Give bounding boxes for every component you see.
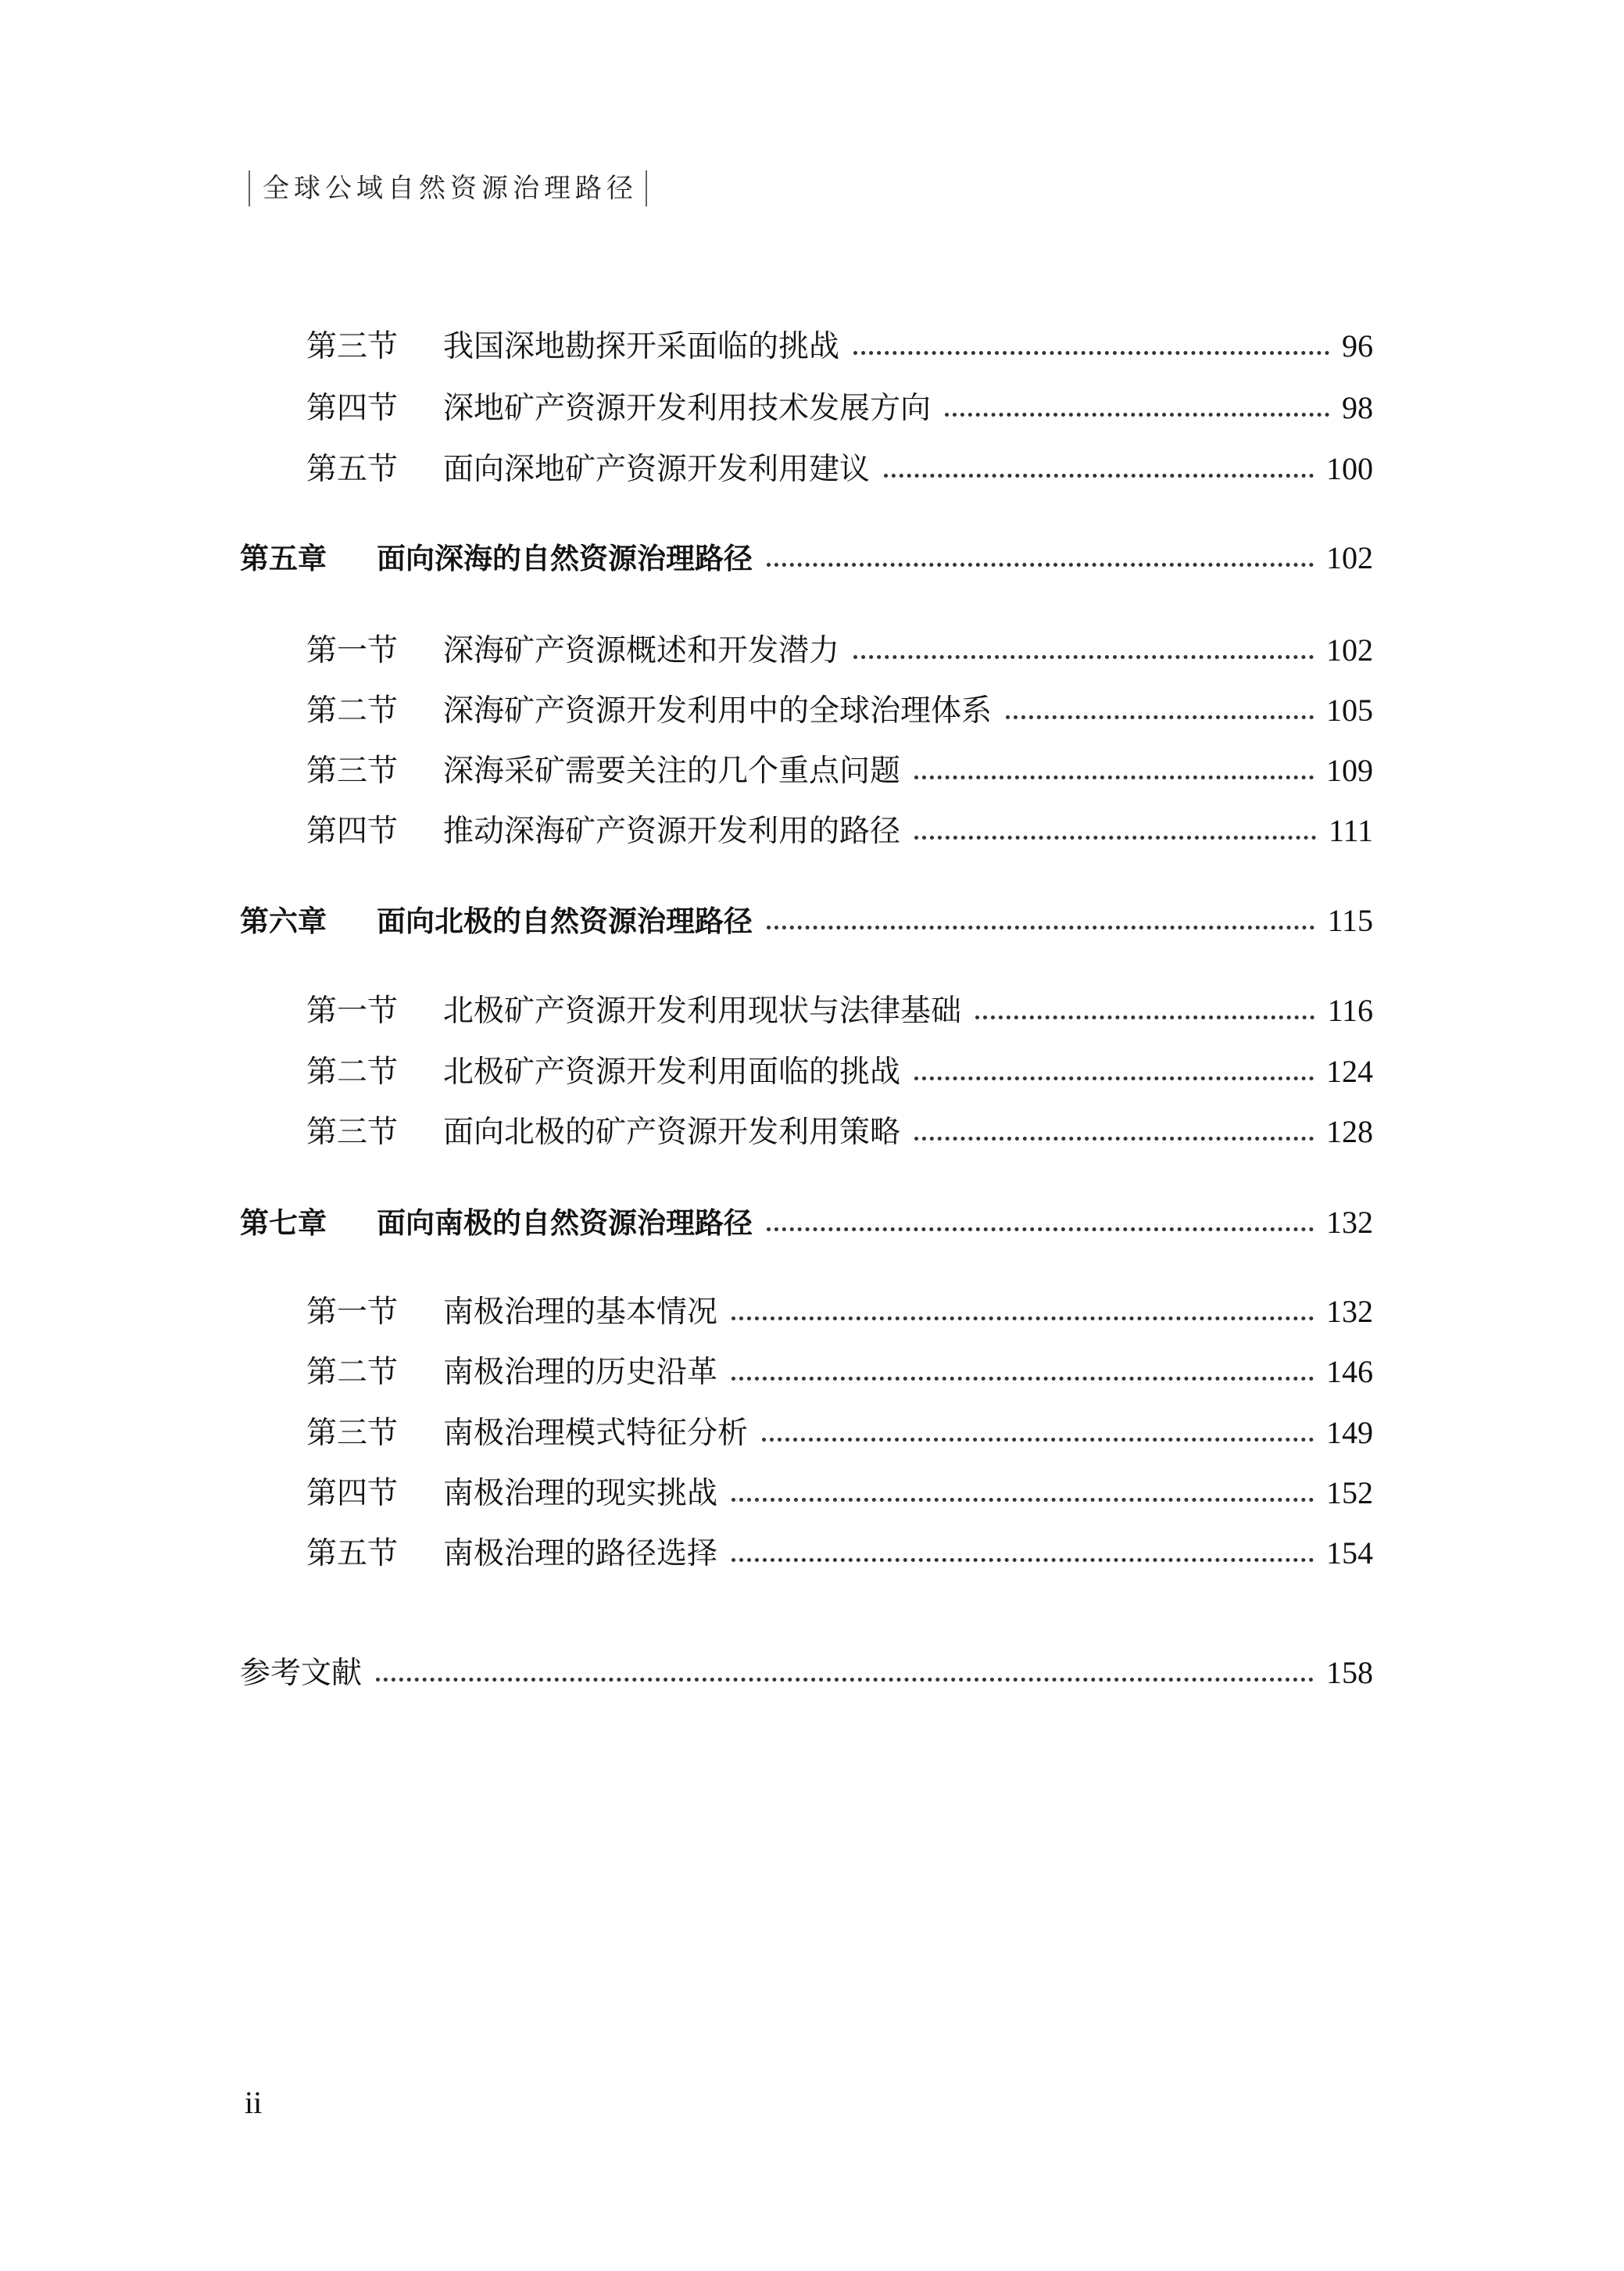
toc-chapter-entry[interactable] <box>240 1202 1373 1244</box>
dot-leader <box>762 1438 1314 1442</box>
toc-section-entry[interactable] <box>306 1291 1373 1333</box>
entry-page-number: 111 <box>1328 813 1373 848</box>
dot-leader <box>1006 715 1314 719</box>
entry-label: 第五节 <box>306 452 399 487</box>
entry-page-number: 105 <box>1326 693 1373 728</box>
toc-section-entry[interactable] <box>306 630 1373 672</box>
entry-label: 第二节 <box>306 1355 399 1390</box>
entry-page-number: 102 <box>1326 540 1373 575</box>
entry-label: 第六章 <box>240 904 327 938</box>
entry-page-number: 98 <box>1342 390 1373 425</box>
dot-leader <box>376 1678 1314 1682</box>
toc-section-entry[interactable] <box>306 690 1373 732</box>
dot-leader <box>914 836 1316 840</box>
entry-label: 第七章 <box>240 1206 327 1240</box>
toc-section-entry[interactable] <box>306 990 1373 1032</box>
entry-page-number: 96 <box>1342 328 1373 364</box>
toc-section-entry[interactable] <box>306 1352 1373 1393</box>
entry-label: 第二节 <box>306 693 399 729</box>
toc-section-entry[interactable] <box>306 811 1373 852</box>
toc-section-entry[interactable] <box>306 1051 1373 1093</box>
entry-page-number: 149 <box>1326 1415 1373 1450</box>
entry-page-number: 128 <box>1326 1114 1373 1149</box>
entry-label: 第三节 <box>306 754 399 789</box>
entry-page-number: 124 <box>1326 1054 1373 1089</box>
entry-label: 第四节 <box>306 814 399 849</box>
dot-leader <box>767 563 1314 567</box>
dot-leader <box>853 351 1329 355</box>
dot-leader <box>732 1377 1314 1381</box>
entry-label: 第三节 <box>306 1115 399 1150</box>
toc-section-entry[interactable] <box>306 388 1373 429</box>
entry-title: 面向深地矿产资源开发利用建议 <box>443 452 871 487</box>
dot-leader <box>732 1498 1314 1502</box>
toc-chapter-entry[interactable] <box>240 538 1373 579</box>
dot-leader <box>914 1137 1314 1141</box>
dot-leader <box>732 1316 1314 1320</box>
dot-leader <box>945 413 1329 417</box>
entry-title: 我国深地勘探开采面临的挑战 <box>443 329 840 364</box>
toc-section-entry[interactable] <box>306 750 1373 792</box>
toc-section-entry[interactable] <box>306 1533 1373 1574</box>
toc-section-entry[interactable] <box>306 326 1373 367</box>
dot-leader <box>732 1558 1314 1562</box>
entry-title: 北极矿产资源开发利用现状与法律基础 <box>443 994 962 1029</box>
entry-label: 第四节 <box>306 1476 399 1511</box>
entry-page-number: 116 <box>1327 993 1373 1028</box>
entry-title: 深地矿产资源开发利用技术发展方向 <box>443 391 932 426</box>
entry-page-number: 100 <box>1326 451 1373 486</box>
entry-title: 南极治理的历史沿革 <box>443 1355 718 1390</box>
entry-label: 第三节 <box>306 1416 399 1451</box>
entry-title: 深海采矿需要关注的几个重点问题 <box>443 754 901 789</box>
entry-label: 第二节 <box>306 1055 399 1090</box>
entry-page-number: 158 <box>1326 1655 1373 1690</box>
entry-title: 南极治理的路径选择 <box>443 1536 718 1571</box>
dot-leader <box>767 926 1315 930</box>
entry-page-number: 146 <box>1326 1354 1373 1389</box>
dot-leader <box>853 655 1314 659</box>
entry-page-number: 154 <box>1326 1535 1373 1571</box>
dot-leader <box>914 1076 1314 1080</box>
entry-label: 第一节 <box>306 633 399 668</box>
entry-title: 南极治理的基本情况 <box>443 1295 718 1330</box>
page-number: ii <box>245 2085 263 2120</box>
toc-section-entry[interactable] <box>306 449 1373 490</box>
entry-page-number: 152 <box>1326 1475 1373 1510</box>
entry-title: 北极矿产资源开发利用面临的挑战 <box>443 1055 901 1090</box>
entry-title: 南极治理模式特征分析 <box>443 1416 749 1451</box>
entry-title: 面向深海的自然资源治理路径 <box>377 542 753 575</box>
entry-label: 第三节 <box>306 329 399 364</box>
entry-title: 深海矿产资源开发利用中的全球治理体系 <box>443 693 993 729</box>
entry-title: 面向南极的自然资源治理路径 <box>377 1206 753 1240</box>
entry-page-number: 132 <box>1326 1294 1373 1329</box>
toc-section-entry[interactable] <box>306 1112 1373 1153</box>
entry-label: 参考文献 <box>240 1656 363 1691</box>
entry-label: 第五节 <box>306 1536 399 1571</box>
entry-label: 第四节 <box>306 391 399 426</box>
dot-leader <box>914 776 1314 779</box>
dot-leader <box>884 474 1314 478</box>
entry-page-number: 115 <box>1327 903 1373 938</box>
entry-title: 推动深海矿产资源开发利用的路径 <box>443 814 901 849</box>
toc-section-entry[interactable] <box>306 1473 1373 1514</box>
toc-references-entry[interactable] <box>240 1653 1373 1694</box>
entry-page-number: 109 <box>1326 753 1373 788</box>
entry-page-number: 132 <box>1326 1205 1373 1240</box>
entry-title: 南极治理的现实挑战 <box>443 1476 718 1511</box>
entry-page-number: 102 <box>1326 632 1373 668</box>
dot-leader <box>975 1016 1315 1019</box>
entry-title: 深海矿产资源概述和开发潜力 <box>443 633 840 668</box>
dot-leader <box>767 1227 1314 1231</box>
entry-title: 面向北极的矿产资源开发利用策略 <box>443 1115 901 1150</box>
entry-label: 第五章 <box>240 542 327 575</box>
entry-title: 面向北极的自然资源治理路径 <box>377 904 753 938</box>
running-header: 全球公域自然资源治理路径 <box>249 170 647 206</box>
entry-label: 第一节 <box>306 1295 399 1330</box>
entry-label: 第一节 <box>306 994 399 1029</box>
toc-chapter-entry[interactable] <box>240 901 1373 942</box>
toc-section-entry[interactable] <box>306 1413 1373 1454</box>
